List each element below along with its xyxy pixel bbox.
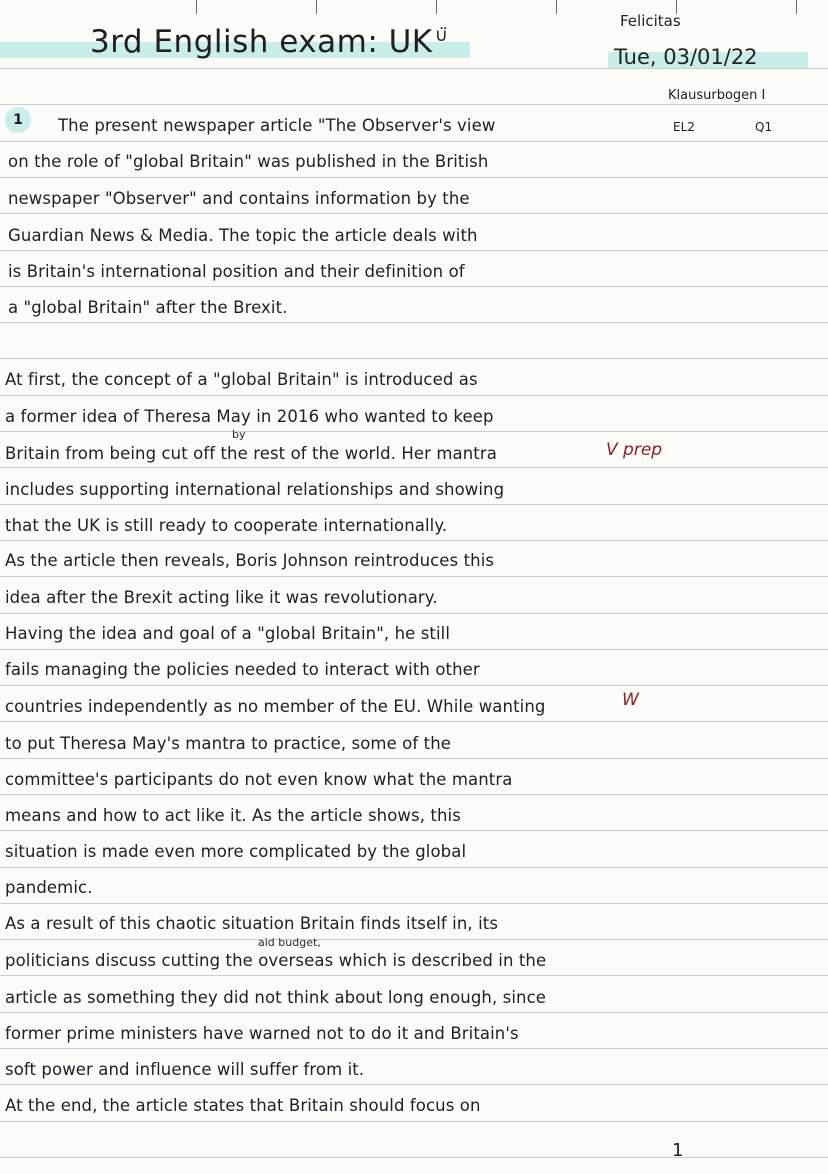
text-line: to put Theresa May's mantra to practice, some of the bbox=[5, 734, 452, 753]
text-line: includes supporting international relationships and showing bbox=[5, 480, 505, 499]
text-line: newspaper "Observer" and contains information by the bbox=[8, 189, 470, 208]
text-line: politicians discuss cutting the overseas which is described in the bbox=[5, 951, 547, 970]
ruled-line bbox=[0, 649, 828, 650]
student-name: Felicitas bbox=[620, 12, 681, 30]
smiley-icon: ∪̈ bbox=[434, 24, 449, 46]
ruled-line bbox=[0, 1157, 828, 1158]
text-line: Having the idea and goal of a "global Britain", he still bbox=[5, 624, 451, 643]
ruled-line bbox=[0, 177, 828, 178]
text-line: that the UK is still ready to cooperate internationally. bbox=[5, 516, 448, 535]
text-line: is Britain's international position and their definition of bbox=[8, 262, 465, 281]
title-text: 3rd English exam: UK bbox=[90, 24, 433, 60]
page-title bbox=[90, 24, 448, 60]
ruled-line bbox=[0, 104, 828, 105]
ruled-line bbox=[0, 504, 828, 505]
ruled-line bbox=[0, 613, 828, 614]
text-line: At the end, the article states that Britain should focus on bbox=[5, 1096, 481, 1115]
ruled-line bbox=[0, 794, 828, 795]
text-line: soft power and influence will suffer from it. bbox=[5, 1060, 365, 1079]
insertion-aid-budget: aid budget, bbox=[258, 936, 321, 949]
ruled-line bbox=[0, 213, 828, 214]
ruled-line bbox=[0, 939, 828, 940]
text-line: At first, the concept of a "global Britain" is introduced as bbox=[5, 370, 478, 389]
ruled-line bbox=[0, 467, 828, 468]
text-line: a former idea of Theresa May in 2016 who wanted to keep bbox=[5, 407, 494, 426]
course-code: EL2 bbox=[673, 120, 695, 134]
ruled-line bbox=[0, 322, 828, 323]
exam-date: Tue, 03/01/22 bbox=[614, 45, 758, 69]
ruled-line bbox=[0, 685, 828, 686]
ruled-line bbox=[0, 721, 828, 722]
ruled-line bbox=[0, 1048, 828, 1049]
ruled-line bbox=[0, 395, 828, 396]
text-line: situation is made even more complicated by the global bbox=[5, 842, 467, 861]
ruled-line bbox=[0, 975, 828, 976]
margin-note-w: W bbox=[622, 690, 639, 710]
ruled-line bbox=[0, 540, 828, 541]
ruled-line bbox=[0, 1084, 828, 1085]
sheet-label: Klausurbogen I bbox=[668, 88, 766, 103]
ruled-line bbox=[0, 903, 828, 904]
ruled-line bbox=[0, 286, 828, 287]
text-line: Britain from being cut off the rest of the world. Her mantra bbox=[5, 444, 497, 463]
ruled-line bbox=[0, 830, 828, 831]
text-line: As the article then reveals, Boris Johnson reintroduces this bbox=[5, 551, 495, 570]
text-line: fails managing the policies needed to interact with other bbox=[5, 660, 480, 679]
ruled-line bbox=[0, 358, 828, 359]
text-line: countries independently as no member of the EU. While wanting bbox=[5, 697, 546, 716]
text-line: committee's participants do not even know what the mantra bbox=[5, 770, 513, 789]
text-line: Guardian News & Media. The topic the article deals with bbox=[8, 226, 478, 245]
ruled-line bbox=[0, 431, 828, 432]
ruled-line bbox=[0, 141, 828, 142]
text-line: means and how to act like it. As the article shows, this bbox=[5, 806, 461, 825]
ruled-line bbox=[0, 1121, 828, 1122]
task-number-badge: 1 bbox=[5, 107, 31, 133]
text-line: pandemic. bbox=[5, 878, 93, 897]
text-line: a "global Britain" after the Brexit. bbox=[8, 298, 288, 317]
page-number: 1 bbox=[672, 1140, 684, 1161]
margin-note-prep: V prep bbox=[606, 440, 663, 460]
ruled-line bbox=[0, 758, 828, 759]
text-line: on the role of "global Britain" was published in the British bbox=[8, 152, 489, 171]
question-label: Q1 bbox=[755, 120, 773, 134]
ruled-line bbox=[0, 1012, 828, 1013]
text-line: idea after the Brexit acting like it was revolutionary. bbox=[5, 588, 438, 607]
insertion-by: by bbox=[232, 428, 246, 441]
ruled-line bbox=[0, 867, 828, 868]
text-line: As a result of this chaotic situation Britain finds itself in, its bbox=[5, 914, 499, 933]
text-line: The present newspaper article "The Observer's view bbox=[58, 116, 496, 135]
ruled-line bbox=[0, 250, 828, 251]
ruled-line bbox=[0, 576, 828, 577]
text-line: former prime ministers have warned not to do it and Britain's bbox=[5, 1024, 519, 1043]
text-line: article as something they did not think about long enough, since bbox=[5, 988, 547, 1007]
